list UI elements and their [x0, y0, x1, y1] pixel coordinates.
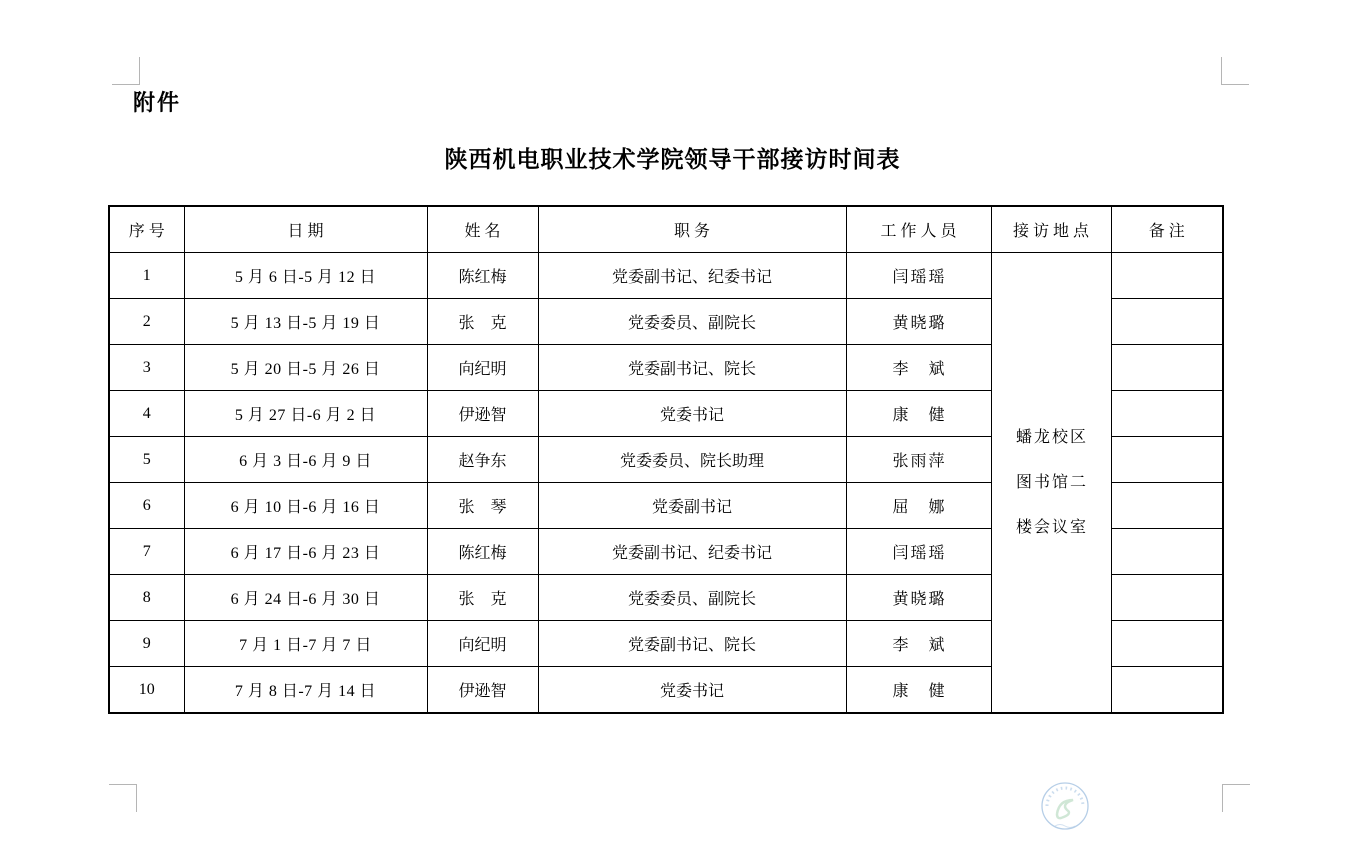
- cell-remark: [1111, 621, 1223, 667]
- cell-staff: 黄晓璐: [846, 299, 991, 345]
- cell-staff: 闫瑶瑶: [846, 529, 991, 575]
- cell-date: 6 月 17 日-6 月 23 日: [184, 529, 427, 575]
- cell-position: 党委副书记、纪委书记: [538, 253, 846, 299]
- cell-date: 5 月 13 日-5 月 19 日: [184, 299, 427, 345]
- schedule-table-body: [109, 253, 1223, 714]
- cell-date: 7 月 8 日-7 月 14 日: [184, 667, 427, 714]
- header-remark: 备注: [1111, 206, 1223, 253]
- cell-remark: [1111, 437, 1223, 483]
- cell-name: 张 琴: [427, 483, 538, 529]
- cell-date: 6 月 3 日-6 月 9 日: [184, 437, 427, 483]
- header-staff: 工作人员: [846, 206, 991, 253]
- header-position: 职务: [538, 206, 846, 253]
- header-location: 接访地点: [991, 206, 1111, 253]
- cell-position: 党委副书记、纪委书记: [538, 529, 846, 575]
- cell-position: 党委副书记: [538, 483, 846, 529]
- cell-date: 5 月 6 日-5 月 12 日: [184, 253, 427, 299]
- cell-no: 3: [109, 345, 184, 391]
- cell-remark: [1111, 253, 1223, 299]
- table-header-row: [109, 206, 1223, 253]
- cell-date: 6 月 10 日-6 月 16 日: [184, 483, 427, 529]
- cell-remark: [1111, 345, 1223, 391]
- cell-position: 党委委员、副院长: [538, 575, 846, 621]
- cell-no: 8: [109, 575, 184, 621]
- cell-remark: [1111, 391, 1223, 437]
- cell-no: 7: [109, 529, 184, 575]
- cell-date: 5 月 20 日-5 月 26 日: [184, 345, 427, 391]
- cell-remark: [1111, 529, 1223, 575]
- cell-name: 陈红梅: [427, 529, 538, 575]
- header-no: 序号: [109, 206, 184, 253]
- cropmark-bottom-right: [1222, 784, 1250, 812]
- cell-date: 6 月 24 日-6 月 30 日: [184, 575, 427, 621]
- reception-schedule-table: [108, 205, 1224, 714]
- cell-no: 9: [109, 621, 184, 667]
- cell-staff: 康 健: [846, 667, 991, 714]
- cell-remark: [1111, 299, 1223, 345]
- location-cell: [991, 253, 1111, 714]
- cell-name: 陈红梅: [427, 253, 538, 299]
- page-title: 陕西机电职业技术学院领导干部接访时间表: [444, 147, 901, 172]
- table-row: [109, 253, 1223, 299]
- cropmark-top-right: [1221, 57, 1249, 85]
- cell-position: 党委委员、院长助理: [538, 437, 846, 483]
- cell-staff: 康 健: [846, 391, 991, 437]
- cell-position: 党委书记: [538, 667, 846, 714]
- cell-staff: 屈 娜: [846, 483, 991, 529]
- cropmark-bottom-left: [109, 784, 137, 812]
- cell-date: 7 月 1 日-7 月 7 日: [184, 621, 427, 667]
- location-line-3: 楼会议室: [1015, 519, 1088, 536]
- cell-staff: 张雨萍: [846, 437, 991, 483]
- cell-staff: 李 斌: [846, 621, 991, 667]
- cell-remark: [1111, 575, 1223, 621]
- cell-no: 10: [109, 667, 184, 714]
- header-name: 姓名: [427, 206, 538, 253]
- cell-no: 5: [109, 437, 184, 483]
- cell-name: 张 克: [427, 299, 538, 345]
- cell-position: 党委副书记、院长: [538, 345, 846, 391]
- cropmark-top-left: [112, 57, 140, 85]
- cell-staff: 闫瑶瑶: [846, 253, 991, 299]
- location-line-1: 蟠龙校区: [1015, 429, 1088, 446]
- cell-position: 党委副书记、院长: [538, 621, 846, 667]
- cell-name: 向纪明: [427, 345, 538, 391]
- cell-no: 2: [109, 299, 184, 345]
- cell-position: 党委委员、副院长: [538, 299, 846, 345]
- attachment-label: 附件: [133, 90, 182, 115]
- cell-remark: [1111, 667, 1223, 714]
- cell-remark: [1111, 483, 1223, 529]
- cell-staff: 李 斌: [846, 345, 991, 391]
- school-seal-watermark: [1033, 774, 1097, 838]
- location-line-2: 图书馆二: [1015, 474, 1088, 491]
- cell-name: 张 克: [427, 575, 538, 621]
- cell-name: 伊逊智: [427, 667, 538, 714]
- cell-name: 伊逊智: [427, 391, 538, 437]
- seal-banner: [1055, 825, 1075, 828]
- cell-name: 向纪明: [427, 621, 538, 667]
- cell-no: 1: [109, 253, 184, 299]
- header-date: 日期: [184, 206, 427, 253]
- cell-date: 5 月 27 日-6 月 2 日: [184, 391, 427, 437]
- cell-no: 6: [109, 483, 184, 529]
- cell-staff: 黄晓璐: [846, 575, 991, 621]
- cell-name: 赵争东: [427, 437, 538, 483]
- seal-emblem: [1057, 800, 1073, 818]
- cell-no: 4: [109, 391, 184, 437]
- cell-position: 党委书记: [538, 391, 846, 437]
